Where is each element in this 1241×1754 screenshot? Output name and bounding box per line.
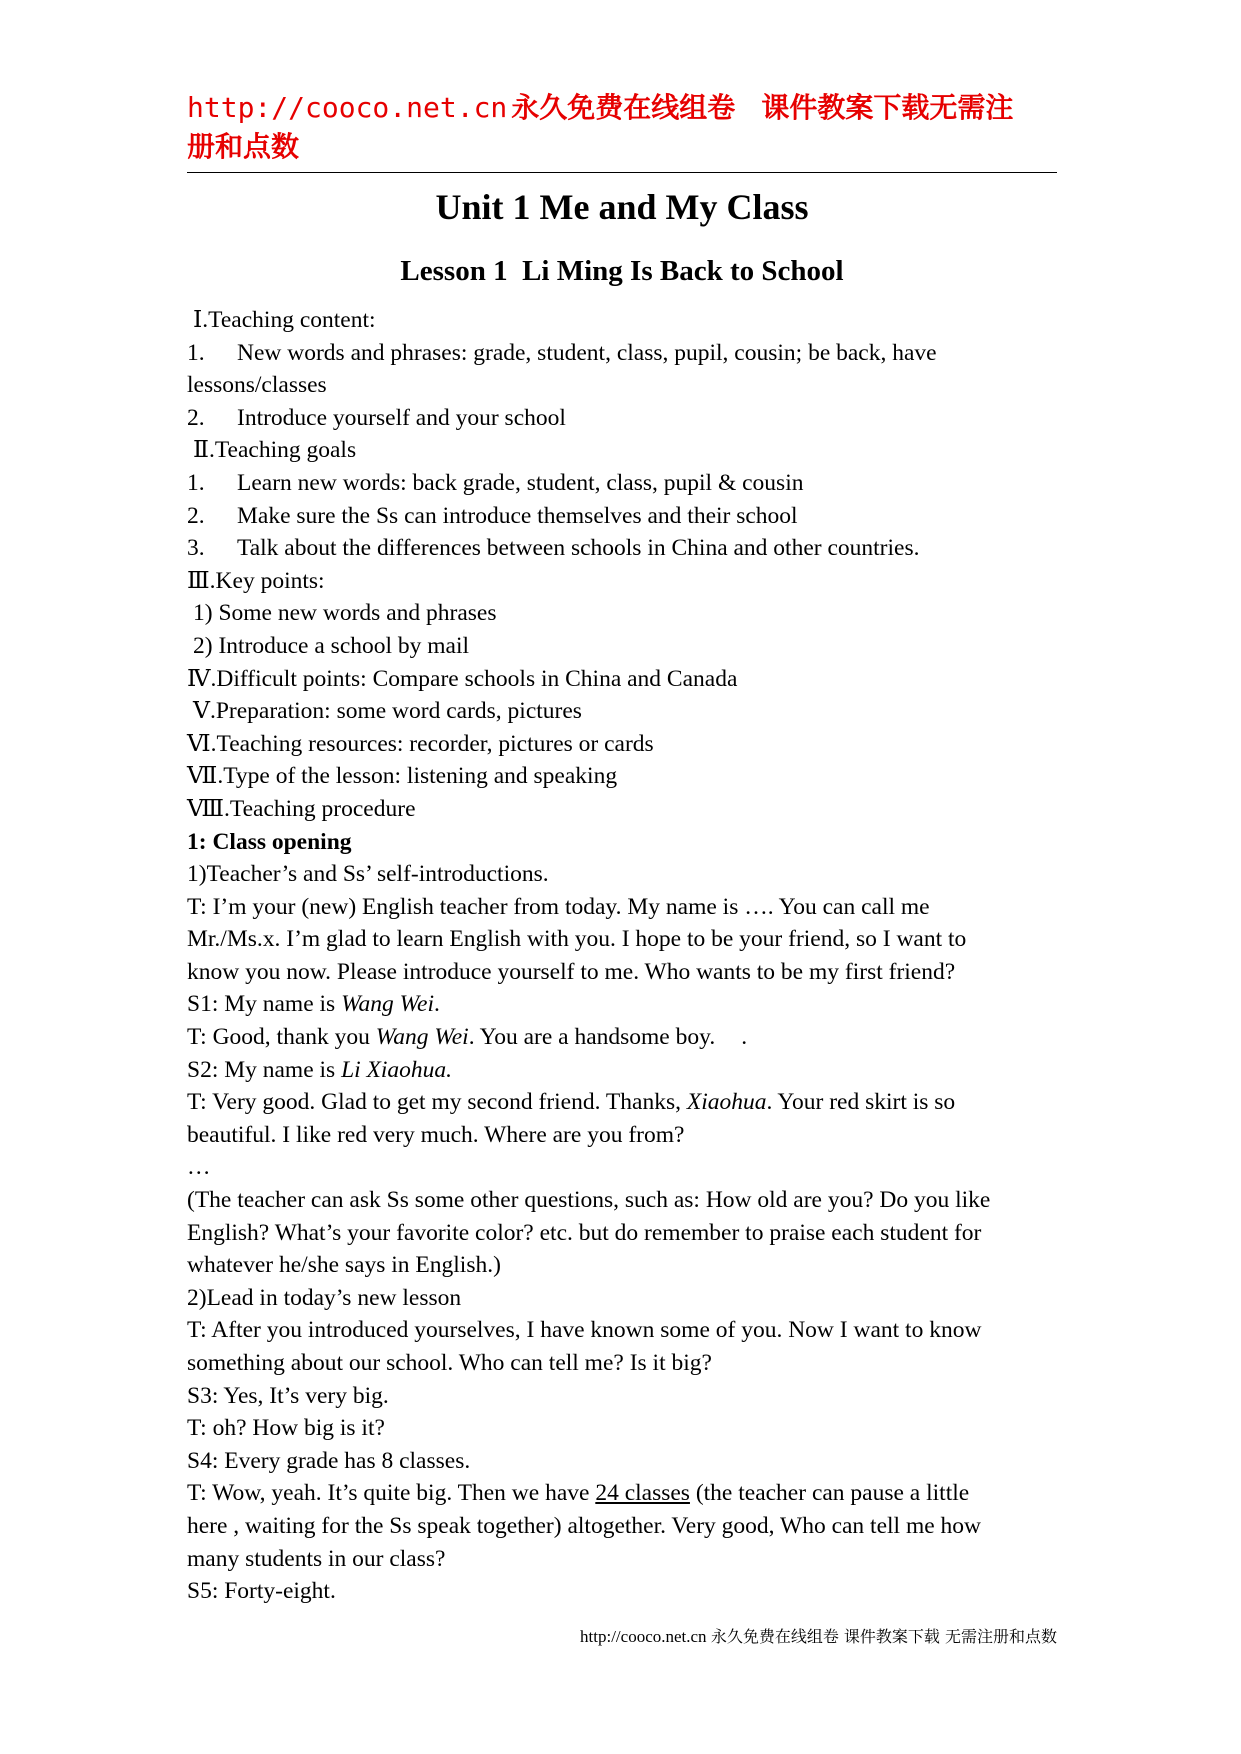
note-line: whatever he/she says in English.) (187, 1252, 501, 1279)
dialogue-line: something about our school. Who can tell me? Is it big? (187, 1350, 712, 1376)
dialogue-line: T: After you introduced yourselves, I have known some of you. Now I want to know (187, 1317, 982, 1344)
note-line: (The teacher can ask Ss some other questions, such as: How old are you? Do you like (187, 1187, 991, 1214)
list-item: 2) Introduce a school by mail (193, 632, 470, 659)
dialogue-line: T: oh? How big is it? (187, 1415, 385, 1442)
list-item: 2. Make sure the Ss can introduce themselves and their school (187, 502, 798, 529)
footer-url[interactable]: http://cooco.net.cn (580, 1627, 707, 1646)
dialogue-line: S5: Forty-eight. (187, 1578, 336, 1605)
dialogue-line: T: Wow, yeah. It’s quite big. Then we have 24 classes (the teacher can pause a little (187, 1480, 970, 1507)
step-heading: 1: Class opening (187, 828, 352, 855)
header-url[interactable]: http://cooco.net.cn (187, 91, 508, 124)
list-item: 3. Talk about the differences between schools in China and other countries. (187, 535, 920, 562)
section-teaching-resources: Ⅵ.Teaching resources: recorder, pictures or cards (187, 730, 654, 757)
dialogue-line: here , waiting for the Ss speak together) altogether. Very good, Who can tell me how (187, 1512, 981, 1539)
page-footer (492, 1626, 1057, 1648)
section-key-points: Ⅲ.Key points: (187, 567, 325, 594)
paragraph: 2)Lead in today’s new lesson (187, 1284, 462, 1311)
section-lesson-type: Ⅶ.Type of the lesson: listening and speaking (187, 763, 618, 790)
header-line-2: 册和点数 (187, 130, 300, 163)
dialogue-line: many students in our class? (187, 1545, 446, 1572)
header-slogan-1: 永久免费在线组卷 (511, 91, 736, 124)
section-preparation: Ⅴ.Preparation: some word cards, pictures (193, 698, 582, 725)
section-teaching-goals: Ⅱ.Teaching goals (193, 437, 357, 464)
dialogue-line: S2: My name is Li Xiaohua. (187, 1056, 453, 1083)
footer-text: 永久免费在线组卷 课件教案下载 无需注册和点数 (710, 1627, 1057, 1646)
header-divider (187, 172, 1057, 173)
dialogue-line: T: Good, thank you Wang Wei. You are a handsome boy. . (187, 1024, 748, 1051)
section-teaching-procedure: Ⅷ.Teaching procedure (187, 795, 416, 822)
dialogue-line: T: I’m your (new) English teacher from today. My name is …. You can call me (187, 893, 930, 920)
list-item: 1) Some new words and phrases (193, 600, 497, 627)
list-item-continuation: lessons/classes (187, 372, 327, 399)
dialogue-line: Mr./Ms.x. I’m glad to learn English with you. I hope to be your friend, so I want to (187, 926, 967, 953)
dialogue-line: S1: My name is Wang Wei. (187, 991, 440, 1018)
list-item: 2. Introduce yourself and your school (187, 404, 566, 431)
list-item: 1. New words and phrases: grade, student, class, pupil, cousin; be back, have (187, 339, 937, 366)
dialogue-line: S4: Every grade has 8 classes. (187, 1447, 471, 1474)
underlined-phrase: 24 classes (595, 1480, 690, 1507)
section-difficult-points: Ⅳ.Difficult points: Compare schools in China and Canada (187, 665, 738, 692)
page-header (187, 88, 1057, 166)
note-line: English? What’s your favorite color? etc. but do remember to praise each student for (187, 1219, 982, 1246)
dialogue-line: T: Very good. Glad to get my second friend. Thanks, Xiaohua. Your red skirt is so (187, 1089, 956, 1116)
paragraph: 1)Teacher’s and Ss’ self-introductions. (187, 861, 549, 888)
unit-title: Unit 1 Me and My Class (435, 187, 809, 227)
ellipsis: … (187, 1154, 211, 1181)
header-slogan-2: 课件教案下载无需注 (761, 91, 1014, 124)
lesson-title: Lesson 1 Li Ming Is Back to School (400, 255, 844, 287)
dialogue-line: S3: Yes, It’s very big. (187, 1382, 389, 1409)
header-line-1 (187, 88, 1057, 127)
section-teaching-content: Ⅰ.Teaching content: (193, 307, 376, 333)
document-body (187, 304, 1057, 1608)
list-item: 1. Learn new words: back grade, student, class, pupil & cousin (187, 469, 804, 496)
dialogue-line: beautiful. I like red very much. Where are you from? (187, 1121, 685, 1148)
dialogue-line: know you now. Please introduce yourself to me. Who wants to be my first friend? (187, 958, 956, 985)
